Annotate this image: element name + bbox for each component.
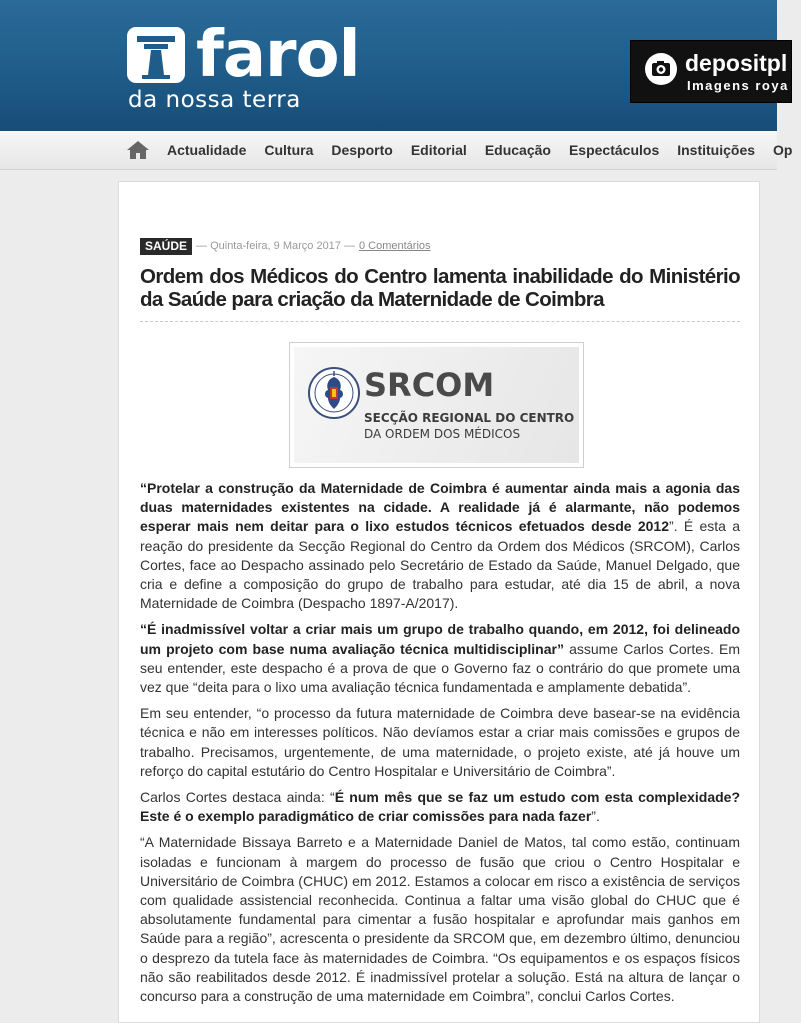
article-meta [140,237,431,255]
medical-order-seal-icon [306,363,362,423]
site-logo-title[interactable]: farol [196,18,360,92]
paragraph-1 [140,479,740,613]
comments-link[interactable]: 0 Comentários [358,240,431,252]
paragraph-4 [140,788,740,826]
nav-item[interactable]: Instituições [677,142,756,158]
paragraph-4-bold: É num mês que se faz um estudo com esta complexidade? Este é o exemplo paradigmático de criar comissões para nada fazer [140,789,740,825]
srcom-subtitle-1: SECÇÃO REGIONAL DO CENTRO [364,411,575,425]
nav-item[interactable]: Desporto [331,142,393,158]
ad-title: depositpl [685,50,788,76]
paragraph-1-text: ”. É esta a reação do presidente da Secção Regional do Centro da Ordem dos Médicos (SRCOM), Carlos Cortes, face ao Despacho assinado pelo Secretário de Estado da Saúde, Manuel Delgado, que cria e define a composição do grupo de trabalho para estudar, até dia 15 de abril, a nova Maternidade de Coimbra (Despacho 1897-A/2017). [140,518,740,612]
article-card [118,181,760,1023]
depositphotos-ad-banner[interactable] [630,40,792,103]
article-body [140,479,740,1013]
paragraph-1-bold: “Protelar a construção da Maternidade de Coimbra é aumentar ainda mais a agonia das duas maternidades existentes na cidade. A realidade já é alarmante, não podemos esperar mais nem deitar para o lixo estudos técnicos efetuados desde 2012 [140,480,740,535]
paragraph-2-text: assume Carlos Cortes. Em seu entender, este despacho é a prova de que o Governo faz o contrário do que promete uma vez que “deita para o lixo uma avaliação técnica fundamentada e amplamente debatida”. [140,640,740,696]
paragraph-4-end: ”. [591,808,600,825]
main-navigation [0,131,793,170]
title-divider [140,321,740,322]
home-icon[interactable] [126,140,150,160]
srcom-logo-image [289,342,584,468]
paragraph-2 [140,620,740,697]
nav-item[interactable]: Espectáculos [568,142,660,158]
article-date: — Quinta-feira, 9 Março 2017 — [196,240,355,252]
site-header [0,0,789,131]
paragraph-4-start: Carlos Cortes destaca ainda: “ [140,789,335,806]
srcom-subtitle-2: DA ORDEM DOS MÉDICOS [364,427,521,441]
nav-item[interactable]: Editorial [410,142,467,158]
category-badge[interactable]: SAÚDE [140,238,192,255]
site-logo-subtitle: da nossa terra [128,87,301,113]
paragraph-3: Em seu entender, “o processo da futura maternidade de Coimbra deve basear-se na evidência técnica e não em interesses políticos. Não devíamos estar a criar mais comissões e grupos de trabalho. Precisamos, urgentemente, de uma maternidade, o projeto existe, até já houve um reforço do capital estutário do Centro Hospitalar e Universitário de Coimbra”. [140,705,740,779]
article-title[interactable]: Ordem dos Médicos do Centro lamenta inabilidade do Ministério da Saúde para criação da Maternidade de Coimbra [140,265,740,311]
nav-item[interactable]: Actualidade [167,142,247,158]
paragraph-5: “A Maternidade Bissaya Barreto e a Maternidade Daniel de Matos, tal como estão, continuam isoladas e funcionam à margem do processo de fusão que criou o Centro Hospitalar e Universitário de Coimbra (CHUC) em 2012. Estamos a colocar em risco a existência de serviços com qualidade assistencial reconhecida. Continua a faltar uma visão global do CHUC que é absolutamente fundamental para cimentar a fusão hospitalar e aprofundar mais ganhos em Saúde para a região”, acrescenta o presidente da SRCOM que, em dezembro último, denunciou o desprezo da tutela face às maternidades de Coimbra. “Os equipamentos e os espaços físicos não são reabilitados desde 2012. É inadmissível protelar a solução. Está na altura de lançar o concurso para a construção de uma maternidade em Coimbra”, conclui Carlos Cortes. [140,834,740,1005]
nav-item[interactable]: Op [773,142,793,158]
camera-icon [645,53,677,85]
paragraph-2-bold: “É inadmissível voltar a criar mais um grupo de trabalho quando, em 2012, foi delineado um projeto com base numa avaliação técnica multidisciplinar” [140,621,740,657]
ad-subtitle: Imagens roya [687,78,789,93]
nav-item[interactable]: Cultura [264,142,314,158]
nav-menu [158,131,801,169]
srcom-name: SRCOM [364,366,495,404]
lighthouse-logo-icon[interactable] [127,27,185,83]
nav-item[interactable]: Educação [484,142,551,158]
